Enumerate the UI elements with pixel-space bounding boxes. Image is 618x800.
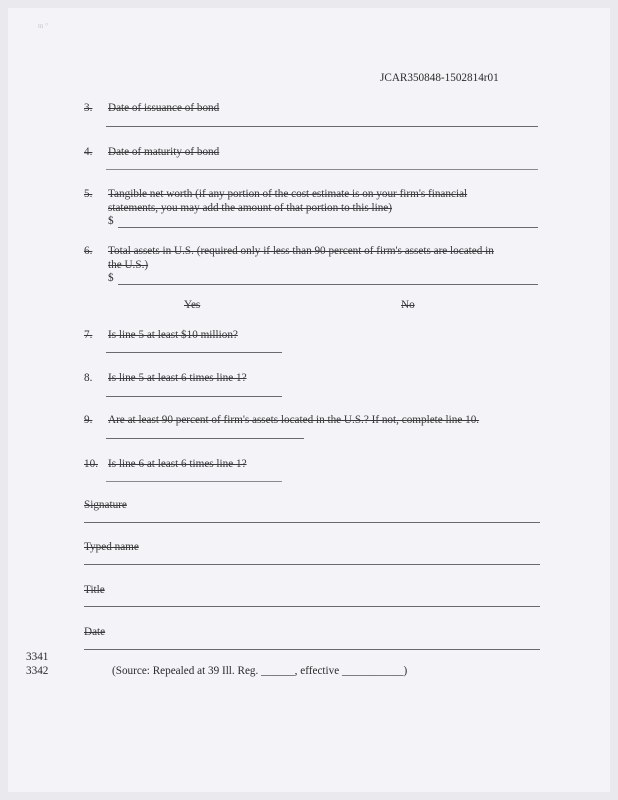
- item-10-number: 10.: [84, 458, 98, 470]
- source-note: (Source: Repealed at 39 Ill. Reg. ______, effective ___________): [112, 665, 408, 677]
- title-line[interactable]: [84, 606, 540, 607]
- document-id: JCAR350848-1502814r01: [380, 72, 499, 84]
- item-6-label: Total assets in U.S. (required only if less than 90 percent of firm's assets are located in: [108, 245, 494, 257]
- item-3-blank[interactable]: [106, 126, 538, 127]
- item-4-label: Date of maturity of bond: [108, 146, 220, 158]
- item-8-number: 8.: [84, 372, 93, 384]
- item-6-label-cont: the U.S.): [108, 259, 149, 271]
- scan-specks: m °: [38, 22, 48, 30]
- item-5-currency: $: [108, 215, 114, 227]
- signature-line[interactable]: [84, 522, 540, 523]
- item-8-label: Is line 5 at least 6 times line 1?: [108, 372, 247, 384]
- item-5-label: Tangible net worth (if any portion of the cost estimate is on your firm's financial: [108, 188, 468, 200]
- item-6-currency: $: [108, 272, 114, 284]
- typed-name-line[interactable]: [84, 564, 540, 565]
- item-7-label: Is line 5 at least $10 million?: [108, 329, 238, 341]
- document-page: [8, 8, 610, 792]
- item-9-number: 9.: [84, 414, 93, 426]
- title-label: Title: [84, 584, 105, 596]
- date-label: Date: [84, 626, 106, 638]
- item-10-blank[interactable]: [106, 481, 282, 482]
- no-column-header: No: [401, 299, 415, 311]
- line-number-3341: 3341: [26, 651, 49, 663]
- item-3-number: 3.: [84, 102, 93, 114]
- typed-name-label: Typed name: [84, 541, 139, 553]
- line-number-3342: 3342: [26, 665, 49, 677]
- item-9-blank[interactable]: [106, 438, 304, 439]
- item-4-number: 4.: [84, 146, 93, 158]
- item-7-blank[interactable]: [106, 352, 282, 353]
- item-7-number: 7.: [84, 329, 93, 341]
- item-10-label: Is line 6 at least 6 times line 1?: [108, 458, 247, 470]
- item-9-label: Are at least 90 percent of firm's assets located in the U.S.? If not, complete line 10.: [108, 414, 480, 426]
- item-4-blank[interactable]: [106, 169, 538, 170]
- item-5-label-cont: statements, you may add the amount of that portion to this line): [108, 202, 392, 214]
- yes-column-header: Yes: [184, 299, 201, 311]
- signature-label: Signature: [84, 499, 127, 511]
- item-8-blank[interactable]: [106, 396, 282, 397]
- date-line[interactable]: [84, 649, 540, 650]
- item-6-blank[interactable]: [118, 284, 538, 285]
- item-5-number: 5.: [84, 188, 93, 200]
- item-3-label: Date of issuance of bond: [108, 102, 220, 114]
- item-6-number: 6.: [84, 245, 93, 257]
- item-5-blank[interactable]: [118, 227, 538, 228]
